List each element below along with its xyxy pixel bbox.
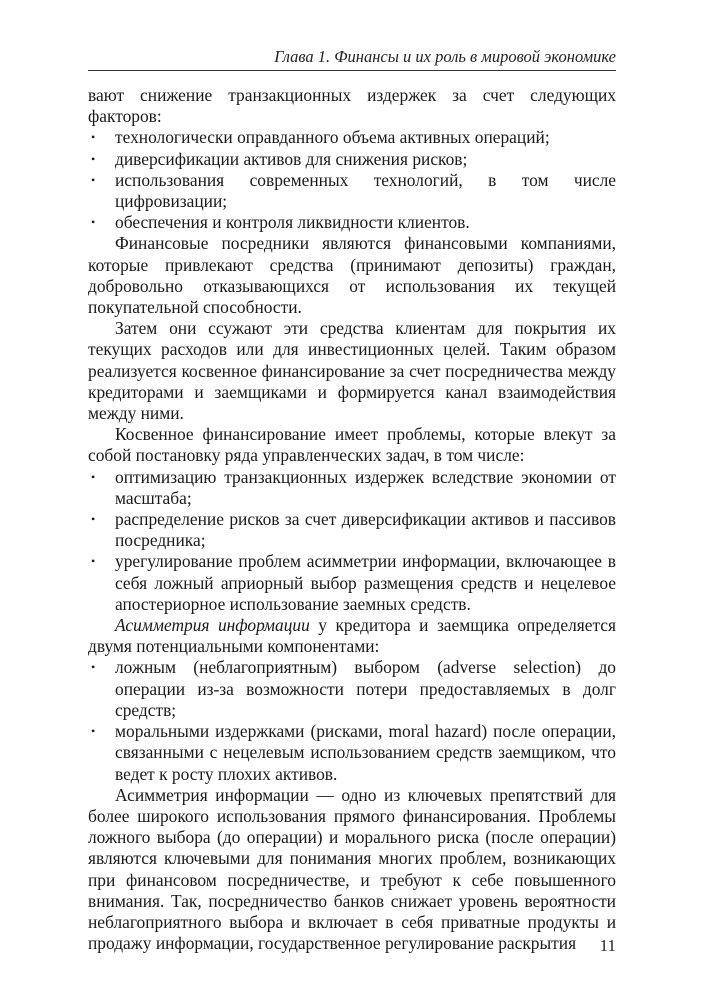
bullet-icon: •: [91, 130, 96, 145]
page-body: [88, 85, 616, 954]
list-item-text: обеспечения и контроля ликвидности клиентов.: [115, 212, 470, 233]
list-item: [88, 509, 616, 551]
bullet-icon: •: [91, 660, 96, 675]
paragraph-4: Косвенное финансирование имеет проблемы, которые влекут за собой постановку ряда управленческих задач, в том числе:: [88, 424, 616, 466]
list-item: [88, 170, 616, 212]
term-asymmetry: Асимметрия информации: [115, 615, 310, 636]
list-item: [88, 149, 616, 170]
paragraph-6: Асимметрия информации — одно из ключевых препятствий для более широкого использования прямого финансирования. Проблемы ложного выбора (до операции) и морального риска (после операции) являются ключевыми для понимания многих проблем, возникающих при финансовом посредничестве, и требуют к себе повышенного внимания. Так, посредничество банков снижает уровень вероятности неблагоприятного выбора и включает в себя приватные продукты и продажу информации, государственное регулирование раскрытия: [88, 784, 616, 954]
bullet-icon: •: [91, 554, 96, 569]
bullet-icon: •: [91, 724, 96, 739]
page-number: 11: [599, 936, 616, 955]
bullet-icon: •: [91, 512, 96, 527]
list-item-text: технологически оправданного объема активных операций;: [115, 127, 550, 148]
bullet-icon: •: [91, 172, 96, 187]
list-item-text: оптимизацию транзакционных издержек вследствие экономии от масштаба;: [115, 466, 616, 508]
list-item: [88, 467, 616, 509]
list-item: [88, 657, 616, 721]
paragraph-5: [88, 615, 616, 657]
list-item-text: ложным (неблагоприятным) выбором (adverse selection) до операции из-за возможности потери предоставляемых в долг средств;: [115, 657, 616, 720]
paragraph-3: Затем они ссужают эти средства клиентам для покрытия их текущих расходов или для инвестиционных целей. Таким образом реализуется косвенное финансирование за счет посредничества между кредиторами и заемщиками и формируется канал взаимодействия между ними.: [88, 318, 616, 424]
paragraph-1: вают снижение транзакционных издержек за счет следующих факторов:: [88, 85, 616, 127]
list-item: [88, 212, 616, 233]
list-item-text: использования современных технологий, в том числе цифровизации;: [115, 169, 616, 212]
running-title: Глава 1. Финансы и их роль в мировой экономике: [274, 47, 616, 66]
paragraph-5-rest: у кредитора и заемщика определяется двумя потенциальными компонентами:: [88, 615, 617, 657]
paragraph-2: Финансовые посредники являются финансовыми компаниями, которые привлекают средства (принимают депозиты) граждан, добровольно отказывающихся от использования их текущей покупательной способности.: [88, 233, 616, 318]
list-item-text: урегулирование проблем асимметрии информации, включающее в себя ложный априорный выбор размещения средств и нецелевое апостериорное использование заемных средств.: [115, 551, 616, 614]
bullet-icon: •: [91, 215, 96, 230]
list-item: [88, 551, 616, 615]
list-item-text: распределение рисков за счет диверсификации активов и пассивов посредника;: [115, 509, 616, 551]
bullet-list-3: [88, 657, 616, 784]
bullet-list-2: [88, 467, 616, 615]
bullet-icon: •: [91, 151, 96, 166]
list-item-text: диверсификации активов для снижения рисков;: [115, 148, 468, 169]
bullet-list-1: [88, 127, 616, 233]
list-item-text: моральными издержками (рисками, moral hazard) после операции, связанными с нецелевым использованием средств заемщиком, что ведет к росту плохих активов.: [115, 721, 616, 784]
list-item: [88, 127, 616, 148]
running-header: [88, 44, 616, 71]
bullet-icon: •: [91, 469, 96, 484]
list-item: [88, 721, 616, 785]
